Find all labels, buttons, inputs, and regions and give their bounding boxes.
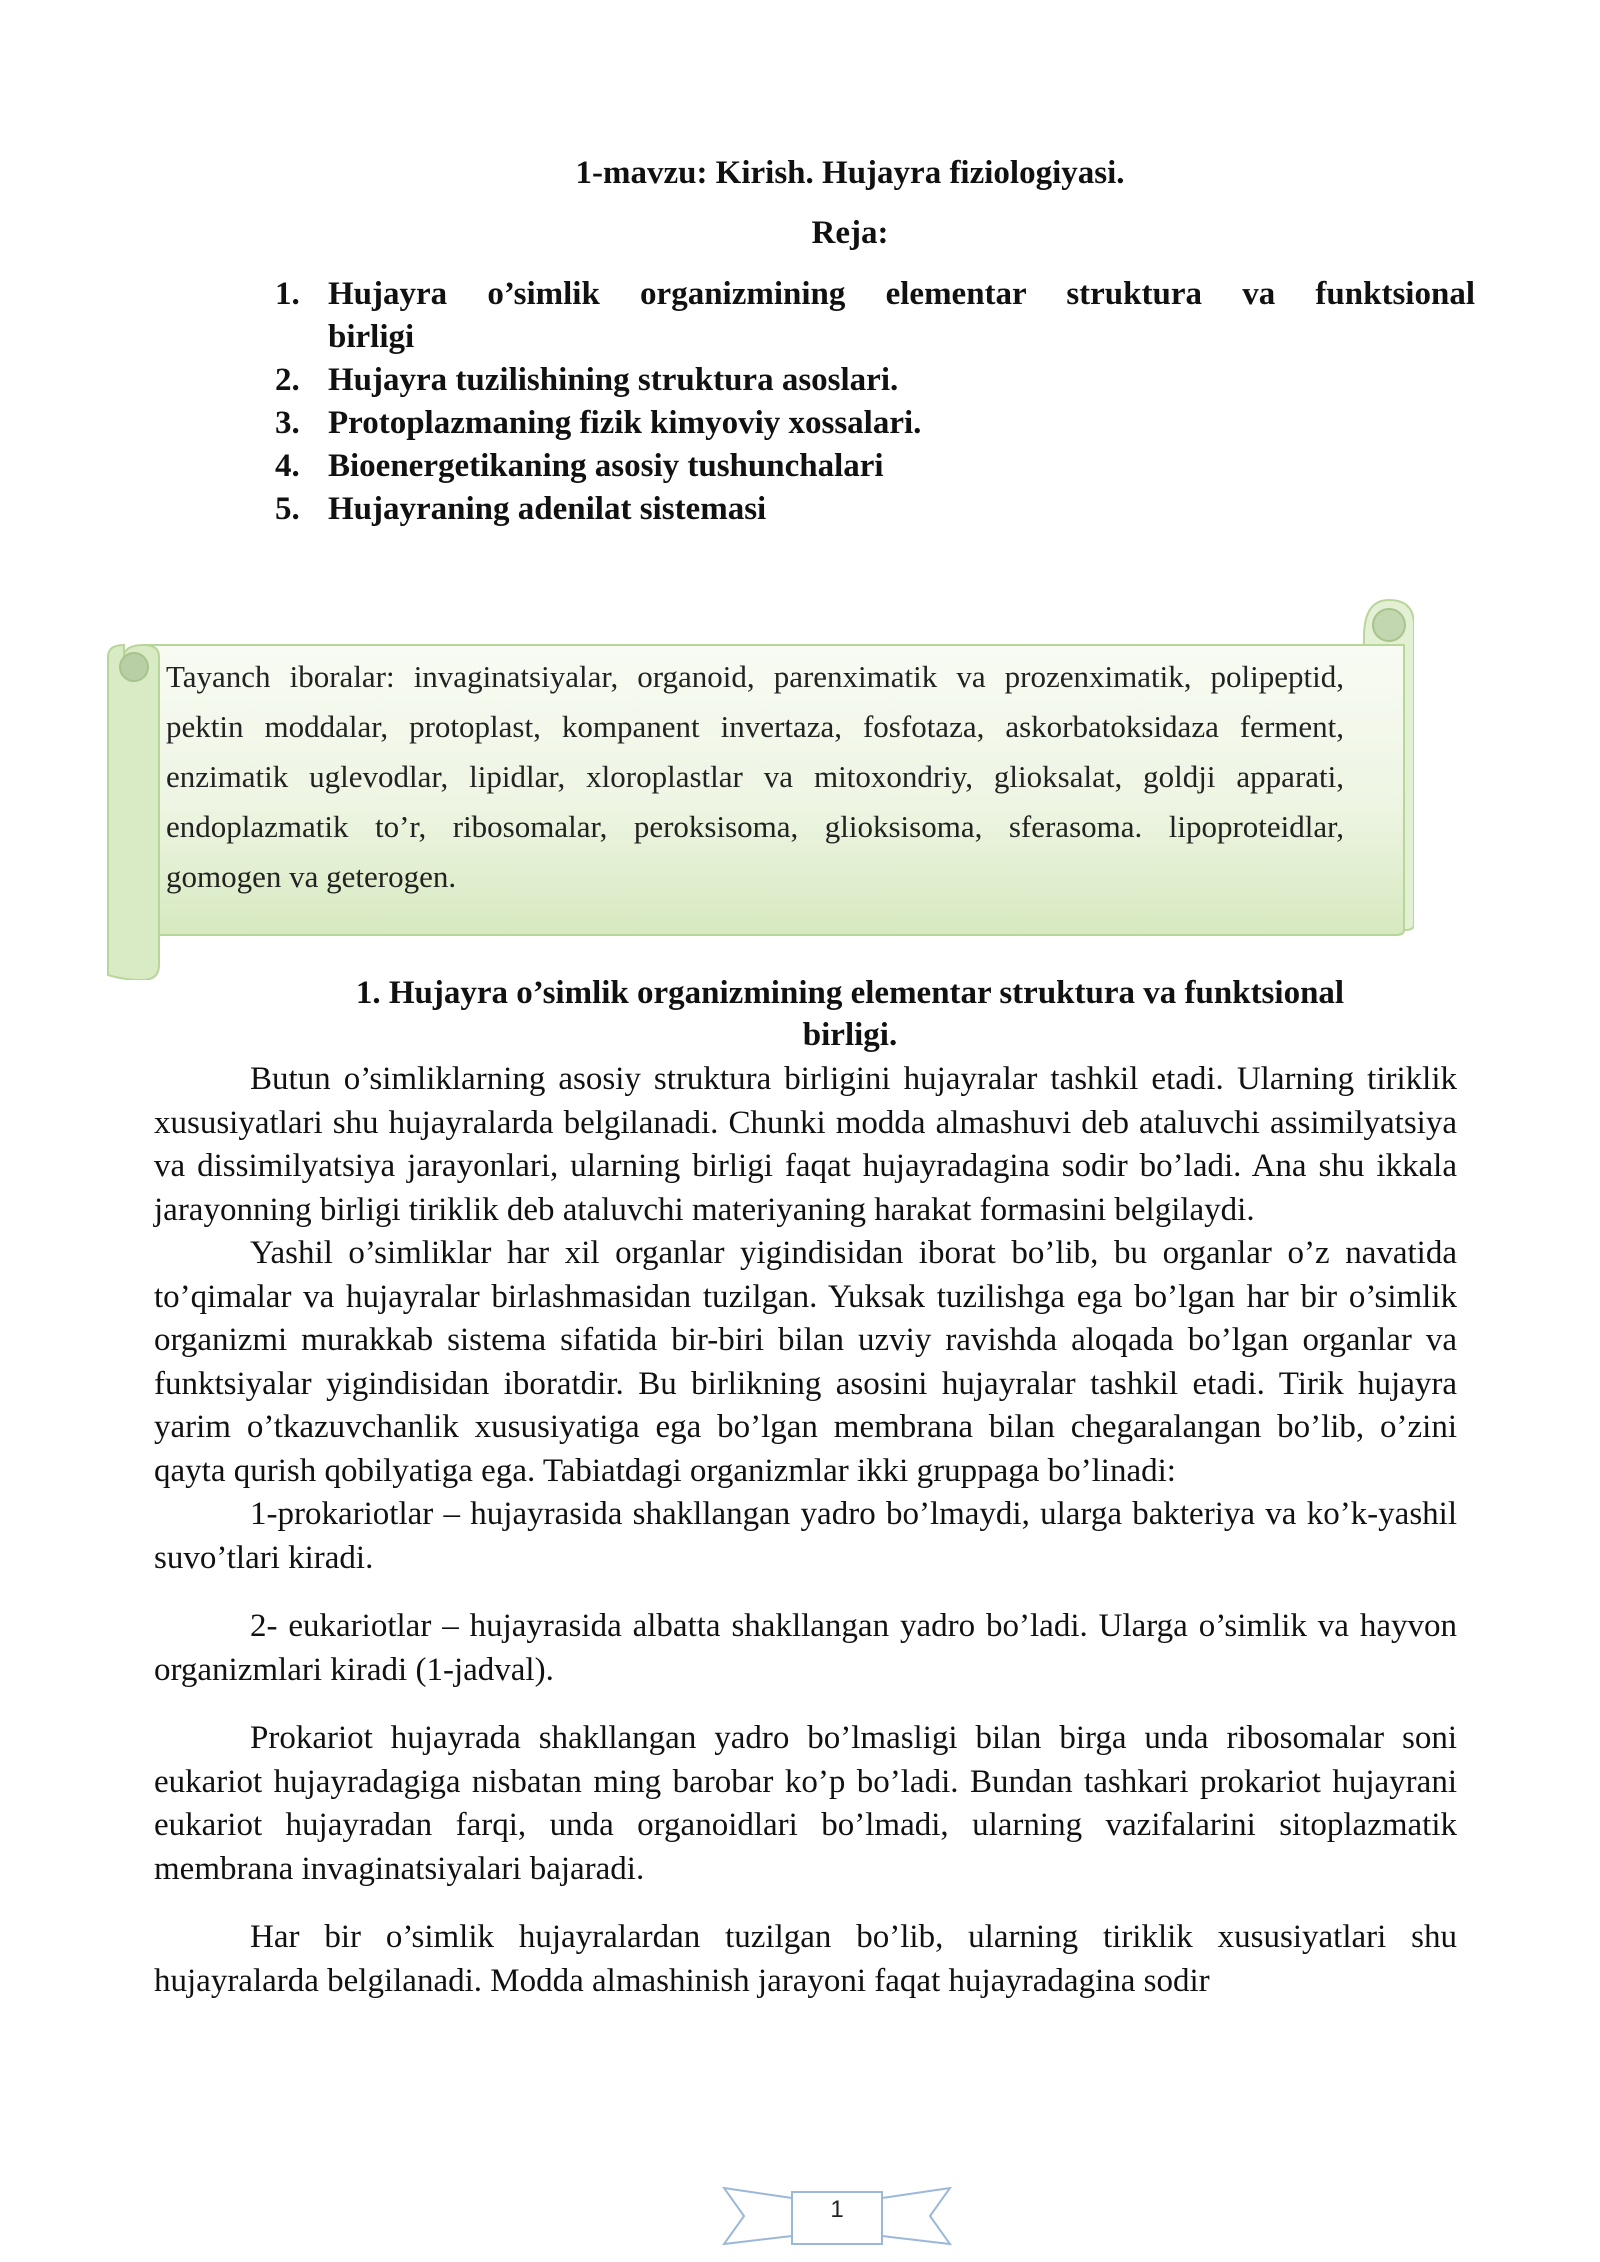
plan-item <box>275 402 1475 445</box>
plan-item <box>275 445 1475 488</box>
paragraph: 2- eukariotlar – hujayrasida albatta shakllangan yadro bo’ladi. Ularga o’simlik va hayvon organizmlari kiradi (1-jadval). <box>154 1608 1457 1688</box>
page-number: 1 <box>830 2196 844 2223</box>
plan-item-number: 4. <box>275 448 300 484</box>
plan-item <box>275 359 1475 402</box>
plan-item-text: Hujayra o’simlik organizmining elementar struktura va funktsional <box>328 276 1475 312</box>
plan-item-text: Hujayraning adenilat sistemasi <box>328 491 767 527</box>
plan-item-number: 3. <box>275 405 300 441</box>
plan-item-number: 1. <box>275 276 300 312</box>
page-number-ribbon <box>722 2180 952 2250</box>
section-heading <box>270 972 1430 1056</box>
plan-item <box>275 488 1475 531</box>
plan-item-number: 5. <box>275 491 300 527</box>
plan-item-text: Hujayra tuzilishining struktura asoslari. <box>328 362 899 398</box>
plan-heading: Reja: <box>811 215 889 251</box>
page-title: 1-mavzu: Kirish. Hujayra fiziologiyasi. <box>575 155 1125 191</box>
plan-item-text: Protoplazmaning fizik kimyoviy xossalari. <box>328 405 922 441</box>
paragraph: Har bir o’simlik hujayralardan tuzilgan bo’lib, ularning tiriklik xususiyatlari shu hujayralarda belgilanadi. Modda almashinish jarayoni faqat hujayradagina sodir <box>154 1919 1457 1999</box>
plan-item <box>275 273 1475 359</box>
plan-item-text-continued: birligi <box>328 319 415 355</box>
paragraph: Prokariot hujayrada shakllangan yadro bo’lmasligi bilan birga unda ribosomalar soni eukariot hujayradagiga nisbatan ming barobar ko’p bo’ladi. Bundan tashkari prokariot hujayrani eukariot hujayradan farqi, unda organoidlari bo’lmadi, ularning vazifalarini sitoplazmatik membrana invaginatsiyalari bajaradi. <box>154 1720 1457 1887</box>
paragraph: Yashil o’simliklar har xil organlar yigindisidan iborat bo’lib, bu organlar o’z navatida to’qimalar va hujayralar birlashmasidan tuzilgan. Yuksak tuzilishga ega bo’lgan har bir o’simlik organizmi murakkab sistema sifatida bir-biri bilan uzviy ravishda aloqada bo’lgan organlar va funktsiyalar yigindisidan iboratdir. Bu birlikning asosini hujayralar tashkil etadi. Tirik hujayra yarim o’tkazuvchanlik xususiyatiga ega bo’lgan membrana bilan chegaralangan bo’lib, o’zini qayta qurish qobilyatiga ega. Tabiatdagi organizmlar ikki gruppaga bo’linadi: <box>154 1235 1457 1489</box>
keywords-text: Tayanch iboralar: invaginatsiyalar, organoid, parenximatik va prozenximatik, polipeptid, pektin moddalar, protoplast, kompanent invertaza, fosfotaza, askorbatoksidaza ferment, enzimatik uglevodlar, lipidlar, xloroplastlar va mitoxondriy, glioksalat, goldji apparati, endoplazmatik to’r, ribosomalar, peroksisoma, glioksisoma, sferasoma. lipoproteidlar, gomogen va geterogen. <box>166 659 1344 894</box>
body-text <box>154 1058 1457 2003</box>
plan-list <box>275 273 1475 531</box>
plan-item-text: Bioenergetikaning asosiy tushunchalari <box>328 448 884 484</box>
section-heading-line: birligi. <box>802 1017 898 1053</box>
paragraph: Butun o’simliklarning asosiy struktura birligini hujayralar tashkil etadi. Ularning tiriklik xususiyatlari shu hujayralarda belgilanadi. Chunki modda almashuvi deb ataluvchi assimilyatsiya va dissimilyatsiya jarayonlari, ularning birligi faqat hujayradagina sodir bo’ladi. Ana shu ikkala jarayonning birligi tiriklik deb ataluvchi materiyaning harakat formasini belgilaydi. <box>154 1061 1457 1228</box>
section-heading-line: 1. Hujayra o’simlik organizmining elementar struktura va funktsional <box>355 975 1345 1011</box>
paragraph: 1-prokariotlar – hujayrasida shakllangan yadro bo’lmaydi, ularga bakteriya va ko’k-yashil suvo’tlari kiradi. <box>154 1496 1457 1576</box>
plan-item-number: 2. <box>275 362 300 398</box>
